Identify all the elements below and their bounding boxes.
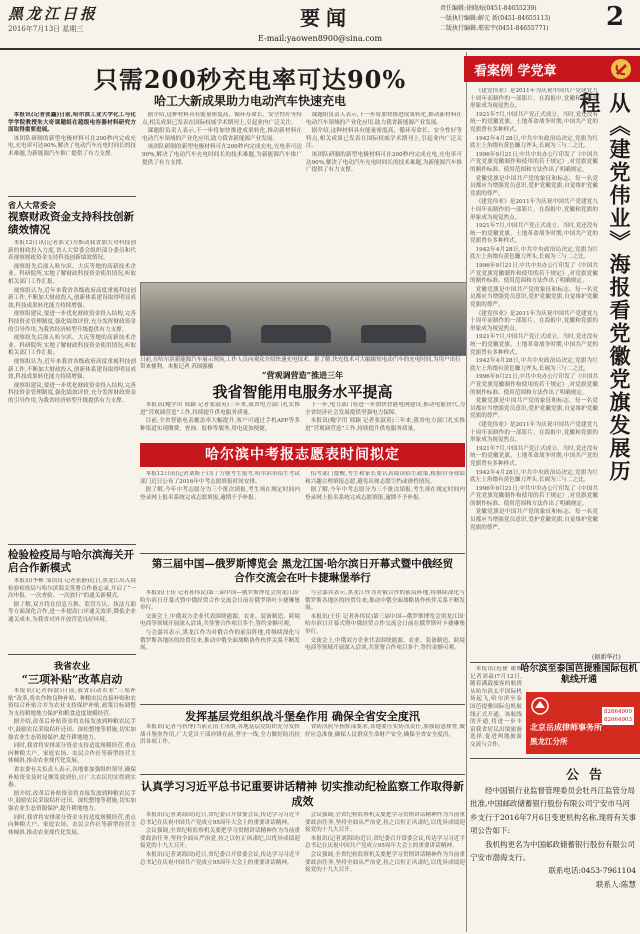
body-paragraph: 《建党伟业》是2011年为庆祝中国共产党建党九十周年而制作的一部影片。在海报中,党徽和党旗的形象成为视觉焦点。 (470, 199, 598, 221)
body-paragraph: 1996年9月21日,中共中央办公厅印发了《中国共产党党旗党徽制作和使用的若干规定》,对党旗党徽的制作标准、使用范围和方法作出了明确规定。 (470, 151, 598, 173)
editor-line: 责任编辑:徐晓海(0451-84655239) (440, 5, 537, 12)
body-paragraph: 本报讯(鲍学用 邢颖 记者张淑英)三年来,我省电力部门扎实推进“营观调营造”工作,持续提升供电服务质量。 (140, 402, 300, 416)
page-number: 2 (606, 2, 625, 32)
story-body (140, 724, 300, 770)
body-paragraph: 据介绍,改革后补贴资金将直接发放到种粮农民手中,鼓励农民采取秸秆还田、深松整地等措施,切实加强农业生态资源保护,提升耕地地力。 (8, 790, 136, 812)
issue-date: 2016年7月13日 星期三 (8, 25, 84, 33)
masthead: 黑龙江日报 (8, 5, 99, 23)
body-paragraph: 课题组负责人表示,下一步将加快推进成果转化,推动新材料在电动汽车领域的产业化应用,助力我省新能源产业发展。 (142, 128, 302, 142)
story-body (140, 471, 300, 549)
notice-body (470, 784, 636, 891)
story-kicker: 我省农业 (53, 662, 90, 672)
notice-contact: 联系人:陈慧 (595, 879, 636, 889)
body-paragraph: 1942年4月28日,中共中央政治局决定,党旗为红底左上角缀有黄色镰刀斧头,长阔为三与二之比。 (470, 135, 598, 150)
body-paragraph: 据介绍,这种材料具有能量密度高、循环寿命长、安全性好等特点,相关成果已发表在国际权威学术期刊上,引起业内广泛关注。 (306, 128, 462, 150)
law-firm-logo-icon (530, 696, 550, 716)
body-paragraph: 党徽党旗是中国共产党的象征和标志。每一名党员都应当增强党员意识,爱护党徽党旗,自觉维护党徽党旗的尊严。 (470, 286, 598, 309)
story-body (140, 402, 300, 440)
story-headline: 发挥基层党组织战斗堡垒作用 确保全省安全度汛 (185, 710, 420, 723)
body-paragraph: 省防汛抗旱指挥部要求,各地要压实防汛责任,加强隐患排查,做好应急准备,确保人民群众生命财产安全,确保全省安全度汛。 (305, 724, 465, 738)
editor-line: 二版执行编辑:邢宏宇(0451-84655771) (440, 25, 549, 32)
story-headline: 视察财政资金支持科技创新绩效情况 (8, 211, 134, 236)
ad-branch: 黑龙江分所 (530, 737, 568, 746)
column-banner (464, 56, 640, 82)
body-paragraph: 本报讯(记者韩波)日前,我省启动农业“三项补贴”改革,将农作物良种补贴、种粮农民直接补贴和农资综合补贴合并为农业支持保护补贴,政策目标调整为支持耕地地力保护和粮食适度规模经营。 (8, 688, 136, 717)
notice-title: 公告 (566, 768, 613, 783)
main-headline: 只需200秒充电率可达90% (93, 65, 407, 94)
source-credit: (据新华社) (592, 654, 621, 661)
story-headline: 第三届中国—俄罗斯博览会 黑龙江国·哈尔滨日开幕式暨中俄经贸合作交流会在叶卡捷琳堡举行 (151, 558, 454, 584)
body-paragraph: 交流会上,中俄双方企业代表围绕能源、农业、装备制造、跨境电商等领域开展深入洽谈,共签署合作项目多个,签约金额可观。 (305, 637, 465, 652)
body-paragraph: 1996年9月21日,中共中央办公厅印发了《中国共产党党旗党徽制作和使用的若干规定》,对党旗党徽的制作标准、使用范围和方法作出了明确规定。 (470, 374, 598, 396)
body-paragraph: 该团队研制的新型电极材料可在200秒内完成充电,充电率可达90%,解决了电动汽车充电时间长的技术难题,为新能源汽车推广提供了有力支撑。 (306, 151, 462, 174)
body-paragraph: 《建党伟业》是2011年为庆祝中国共产党建党九十周年而制作的一部影片。在海报中,党徽和党旗的形象成为视觉焦点。 (470, 310, 598, 332)
body-paragraph: 据了解,今年中考志愿分为三个批次填报,考生须在规定时间内登录网上报名系统完成志愿填报,逾期不予补报。 (140, 487, 300, 501)
body-paragraph: 1942年4月28日,中共中央政治局决定,党旗为红底左上角缀有黄色镰刀斧头,长阔为三与二之比。 (470, 246, 598, 261)
series-title: 从《建党伟业》海报看党徽党旗发展历程 (577, 92, 632, 483)
ad-brand: 北京岳成律师事务所 (530, 722, 602, 732)
story-body (305, 724, 465, 770)
body-paragraph: 1921年7月,中国共产党正式成立。当时,党还没有统一的党徽党旗。土地革命战争时期,中国共产党的党旗曾有多种样式。 (470, 334, 598, 356)
notice-paragraph: 我机构更名为中国邮政储蓄银行股份有限公司宁安市渤海支行。 (470, 839, 635, 863)
body-paragraph: 本报讯(迟捷 谢威 记者刘淼)7月12日,随着满载旅客的航班从哈尔滨太平国际机场起飞,哈尔滨至泰国芭提雅国际包机航线正式开通。该航线的开通,将进一步丰富我省居民出境旅游选择,促进两地旅游交流与合作。 (470, 666, 522, 748)
body-paragraph: 本报12日讯(记者郭文)为推动我省加大对科技创新的财政投入力度,省人大常委会组织部分委员和代表视察财政资金支持科技创新绩效情况。 (8, 240, 136, 262)
story-headline: 认真学习习近平总书记重要讲话精神 切实推动纪检监察工作取得新成效 (141, 780, 464, 808)
body-paragraph: 交流会上,中俄双方企业代表围绕能源、农业、装备制造、跨境电商等领域开展深入洽谈,共签署合作项目多个,签约金额可观。 (140, 613, 300, 628)
story-headline: “三项补贴”改革启动 (21, 673, 123, 686)
body-paragraph: 据介绍,改革后补贴资金将直接发放到种粮农民手中,鼓励农民采取秸秆还田、深松整地等措施,切实加强农业生态资源保护,提升耕地地力。 (8, 719, 136, 741)
body-paragraph: 该团队研制的新型电极材料可在200秒内完成充电,充电率可达90%,解决了电动汽车充电时间长的技术难题,为新能源汽车推广提供了有力支撑。 (142, 144, 302, 166)
story-headline: 我省智能用电服务水平提高 (212, 383, 393, 401)
body-paragraph: 据了解,双方将在信息互换、监管互认、执法互助等方面深化合作,进一步提高口岸通关效率,降低企业通关成本,为我省对外开放营造良好环境。 (8, 601, 136, 623)
body-paragraph: 会议强调,全省纪检监察机关要把学习贯彻讲话精神作为当前重要政治任务,坚持全面从严治党,持之以恒正风肃纪,以优异成绩迎接党的十九大召开。 (140, 828, 300, 850)
body-paragraph: 会议强调,全省纪检监察机关要把学习贯彻讲话精神作为当前重要政治任务,坚持全面从严治党,持之以恒正风肃纪,以优异成绩迎接党的十九大召开。 (305, 851, 465, 874)
editor-line: 一版执行编辑:解元 新(0451-84655113) (440, 15, 551, 22)
body-paragraph: 本报讯(王佳 记者孙伟民)第三届中国—俄罗斯博览会黑龙江国·哈尔滨日开幕式暨中俄经贸合作交流会日前在俄罗斯叶卡捷琳堡举行。 (140, 590, 300, 612)
main-story-body-col2 (306, 112, 462, 280)
body-paragraph: 1942年4月28日,中共中央政治局决定,党旗为红底左上角缀有黄色镰刀斧头,长阔为三与二之比。 (470, 469, 598, 484)
body-paragraph: 1996年9月21日,中共中央办公厅印发了《中国共产党党旗党徽制作和使用的若干规定》,对党旗党徽的制作标准、使用范围和方法作出了明确规定。 (470, 485, 598, 507)
body-paragraph: 本报讯(鲍学用 邢颖 记者张淑英)三年来,我省电力部门扎实推进“营观调营造”工作,持续提升供电服务质量。 (305, 418, 465, 432)
story-headline: 检验检疫局与哈尔滨海关开启合作新模式 (8, 549, 134, 574)
body-paragraph: 与会嘉宾表示,黑龙江作为对俄合作的前沿阵地,将继续深化与俄罗斯各地区的经贸往来,推动中俄全面战略协作伙伴关系不断发展。 (140, 629, 300, 652)
body-paragraph: 课题组负责人表示,下一步将加快推进成果转化,推动新材料在电动汽车领域的产业化应用,助力我省新能源产业发展。 (306, 112, 462, 126)
story-body (8, 578, 136, 650)
ad-phone: 82664903 (604, 717, 632, 723)
body-paragraph: 党徽党旗是中国共产党的象征和标志。每一名党员都应当增强党员意识,爱护党徽党旗,自觉维护党徽党旗的尊严。 (470, 398, 598, 420)
story-body (470, 666, 522, 756)
body-paragraph: 本报12日讯(记者刘斯千)为了方便考生报考,哈尔滨市招生考试部门近日公布了2016年中考志愿填报时间安排。 (140, 471, 300, 485)
editor-contacts (440, 4, 550, 34)
body-paragraph: 与会嘉宾表示,黑龙江作为对俄合作的前沿阵地,将继续深化与俄罗斯各地区的经贸往来,推动中俄全面战略协作伙伴关系不断发展。 (305, 590, 465, 612)
section-title: 要闻 (300, 6, 352, 30)
body-paragraph: 视察组先后深入哈尔滨、大庆等地的高新技术企业、科研院所,实地了解财政科技资金使用情况,听取相关部门工作汇报。 (8, 335, 136, 357)
story-kicker: “营观调营造”推进三年 (261, 370, 344, 380)
story-body (140, 590, 300, 700)
body-paragraph: 1921年7月,中国共产党正式成立。当时,党还没有统一的党徽党旗。土地革命战争时期,中国共产党的党旗曾有多种样式。 (470, 223, 598, 245)
body-paragraph: 视察组建议,要进一步优化财政资金投入结构,完善科技资金管理制度,强化绩效评价,充分发挥财政资金的引导作用,为我省经济转型升级提供有力支撑。 (8, 311, 136, 333)
body-paragraph: 《建党伟业》是2011年为庆祝中国共产党建党九十周年而制作的一部影片。在海报中,党徽和党旗的形象成为视觉焦点。 (470, 88, 598, 110)
body-paragraph: 省农委有关负责人表示,各地要加强组织领导,确保补贴资金及时足额发放到位,让广大农民切实得到实惠。 (8, 766, 136, 789)
body-paragraph: 据了解,今年中考志愿分为三个批次填报,考生须在规定时间内登录网上报名系统完成志愿填报,逾期不予补报。 (305, 487, 465, 501)
section-email[interactable]: E-mail:yaowen8900@sina.com (258, 34, 383, 43)
ad-phone-numbers (602, 707, 634, 725)
body-paragraph: 视察组认为,近年来我省各级政府高度重视科技创新工作,不断加大财政投入,创新体系建设取得明显成效,科技成果转化能力持续增强。 (8, 287, 136, 309)
body-paragraph: 视察组先后深入哈尔滨、大庆等地的高新技术企业、科研院所,实地了解财政科技资金使用情况,听取相关部门工作汇报。 (8, 263, 136, 285)
body-paragraph: 目前,全省智能电表覆盖率大幅提升,客户可通过手机APP等多种渠道实现缴费、查询、报修等服务,用电更加便捷。 (140, 418, 300, 432)
story-body (305, 402, 465, 440)
body-paragraph: 本报讯(记者刘海国)近日,省纪委召开常委会议,传达学习习近平总书记在庆祝中国共产党成立95周年大会上的重要讲话精神。 (140, 851, 300, 866)
main-subheadline: 哈工大新成果助力电动汽车快速充电 (153, 94, 346, 108)
main-story-body-col1 (142, 112, 302, 280)
body-paragraph: 《建党伟业》是2011年为庆祝中国共产党建党九十周年而制作的一部影片。在海报中,党徽和党旗的形象成为视觉焦点。 (470, 421, 598, 444)
body-paragraph: 招考部门提醒,考生和家长要认真阅读招生政策,根据自身成绩和兴趣合理填报志愿,避免出现志愿空挡或滑档情况。 (305, 471, 465, 485)
body-paragraph: 会议强调,全省纪检监察机关要把学习贯彻讲话精神作为当前重要政治任务,坚持全面从严治党,持之以恒正风肃纪,以优异成绩迎接党的十九大召开。 (305, 812, 465, 834)
story-body (8, 240, 136, 540)
body-paragraph: 同时,我省将安排部分资金支持适度规模经营,重点向种粮大户、家庭农场、农民合作社等新型经营主体倾斜,推动农业现代化发展。 (8, 814, 136, 836)
lead-paragraph: 本报讯(记者张鑫)日前,哈尔滨工业大学化工与化学学院教授朱大奇课题组在超级电容器材料研究方面取得重要进展。 (8, 112, 136, 134)
photo-caption: 日前,在哈尔滨新能源汽车展示现场,工作人员向观众介绍快速充电技术。据了解,快充技术可大幅缩短电动汽车的充电时间,为用户出行带来便利。本报记者 苏国强摄 (140, 357, 461, 370)
series-body (470, 88, 598, 648)
notice-phone: 联系电话:0453-7961104 (548, 866, 636, 876)
story-headline: 哈尔滨至泰国芭提雅国际包机航线开通 (520, 664, 638, 685)
body-paragraph: 本报讯(记者马智博)当前正值主汛期,各地基层党组织充分发挥战斗堡垒作用,广大党员干部冲锋在前,坚守一线,全力做好防汛抗洪各项工作。 (140, 724, 300, 746)
body-paragraph: 党徽党旗是中国共产党的象征和标志。每一名党员都应当增强党员意识,爱护党徽党旗,自觉维护党徽党旗的尊严。 (470, 509, 598, 531)
body-paragraph: 该团队研制的新型电极材料可在200秒内完成充电,充电率可达90%,解决了电动汽车充电时间长的技术难题,为新能源汽车推广提供了有力支撑。 (8, 135, 136, 157)
body-paragraph: 据介绍,这种材料具有能量密度高、循环寿命长、安全性好等特点,相关成果已发表在国际权威学术期刊上,引起业内广泛关注。 (142, 112, 302, 126)
banner-label: 看案例 学党章 (474, 64, 557, 79)
body-paragraph: 视察组建议,要进一步优化财政资金投入结构,完善科技资金管理制度,强化绩效评价,充分发挥财政资金的引导作用,为我省经济转型升级提供有力支撑。 (8, 382, 136, 404)
body-paragraph: 1942年4月28日,中共中央政治局决定,党旗为红底左上角缀有黄色镰刀斧头,长阔为三与二之比。 (470, 358, 598, 372)
body-paragraph: 1921年7月,中国共产党正式成立。当时,党还没有统一的党徽党旗。土地革命战争时期,中国共产党的党旗曾有多种样式。 (470, 445, 598, 467)
body-paragraph: 党徽党旗是中国共产党的象征和标志。每一名党员都应当增强党员意识,爱护党徽党旗,自觉维护党徽党旗的尊严。 (470, 175, 598, 197)
red-headline-bar: 哈尔滨中考报志愿表时间拟定 (140, 443, 465, 467)
body-paragraph: 本报讯(李彬 邹国良 记者张静)近日,黑龙江出入境检验检疫局与哈尔滨海关签署合作备忘录,开启了“一次申报、一次查验、一次放行”的通关新模式。 (8, 578, 136, 600)
news-photo (140, 282, 467, 356)
body-paragraph: 本报讯(记者刘海国)近日,省纪委召开常委会议,传达学习习近平总书记在庆祝中国共产党成立95周年大会上的重要讲话精神。 (140, 812, 300, 826)
body-paragraph: 1921年7月,中国共产党正式成立。当时,党还没有统一的党徽党旗。土地革命战争时期,中国共产党的党旗曾有多种样式。 (470, 111, 598, 133)
main-story-lead (8, 112, 136, 192)
story-body (140, 812, 300, 928)
story-kicker: 省人大常委会 (8, 200, 56, 210)
body-paragraph: 下一步,电力部门将进一步加快智能电网建设,推动电能替代,为全省经济社会发展提供坚强电力保障。 (305, 402, 465, 416)
story-body (305, 471, 465, 549)
body-paragraph: 1996年9月21日,中共中央办公厅印发了《中国共产党党旗党徽制作和使用的若干规定》,对党旗党徽的制作标准、使用范围和方法作出了明确规定。 (470, 263, 598, 285)
story-body (305, 812, 465, 928)
page-header (0, 0, 640, 50)
story-body (8, 688, 136, 928)
body-paragraph: 视察组认为,近年来我省各级政府高度重视科技创新工作,不断加大财政投入,创新体系建设取得明显成效,科技成果转化能力持续增强。 (8, 358, 136, 381)
body-paragraph: 本报讯(记者刘海国)近日,省纪委召开常委会议,传达学习习近平总书记在庆祝中国共产党成立95周年大会上的重要讲话精神。 (305, 835, 465, 850)
story-body (305, 590, 465, 700)
body-paragraph: 同时,我省将安排部分资金支持适度规模经营,重点向种粮大户、家庭农场、农民合作社等新型经营主体倾斜,推动农业现代化发展。 (8, 743, 136, 765)
ad-phone: 82664900 (604, 709, 632, 715)
law-firm-ad[interactable] (526, 692, 640, 754)
body-paragraph: 本报讯(王佳 记者孙伟民)第三届中国—俄罗斯博览会黑龙江国·哈尔滨日开幕式暨中俄经贸合作交流会日前在俄罗斯叶卡捷琳堡举行。 (305, 613, 465, 635)
notice-paragraph: 经中国银行业监督管理委员会牡丹江监管分局批准,中国邮政储蓄银行股份有限公司宁安市马河乡支行于2016年7月6日变更机构名称,现将有关事项公告如下: (470, 786, 637, 836)
party-emblem-icon (610, 58, 632, 80)
